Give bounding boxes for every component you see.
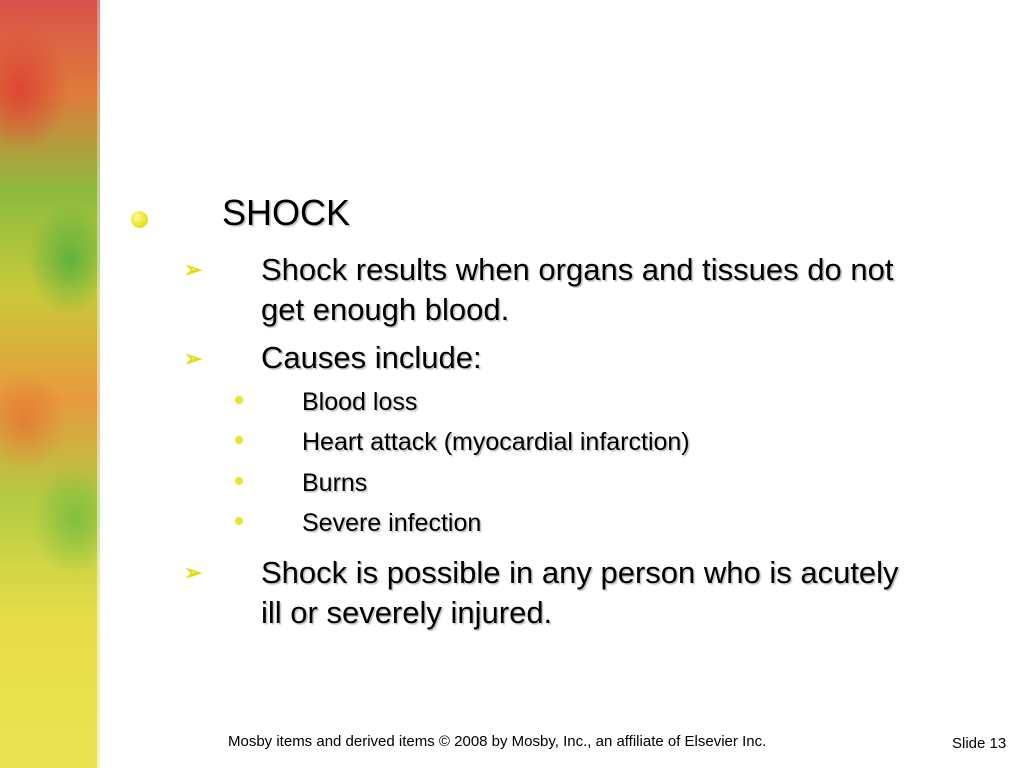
chevron-bullet-icon: ➢ [184, 346, 203, 371]
chevron-bullet-icon: ➢ [184, 257, 203, 282]
point-1-line-2: get enough blood. [261, 292, 510, 327]
point-1-line-1: Shock results when organs and tissues do not [261, 252, 894, 287]
footer-copyright: Mosby items and derived items © 2008 by Mosby, Inc., an affiliate of Elsevier Inc. [228, 733, 767, 750]
chevron-bullet-icon: ➢ [184, 560, 203, 585]
small-dot-bullet-icon [235, 517, 243, 525]
cause-item: Severe infection [302, 509, 482, 537]
small-dot-bullet-icon [235, 396, 243, 404]
point-3-line-1: Shock is possible in any person who is acutely [261, 555, 899, 590]
slide-heading: SHOCK [222, 192, 351, 233]
small-dot-bullet-icon [235, 477, 243, 485]
cause-item: Blood loss [302, 388, 418, 416]
small-dot-bullet-icon [235, 436, 243, 444]
point-3-line-2: ill or severely injured. [261, 595, 553, 630]
point-2-line-1: Causes include: [261, 340, 482, 375]
cause-item: Burns [302, 469, 368, 497]
cause-item: Heart attack (myocardial infarction) [302, 428, 690, 456]
yellow-dot-bullet-icon [131, 211, 148, 228]
slide-number: Slide 13 [952, 735, 1007, 752]
